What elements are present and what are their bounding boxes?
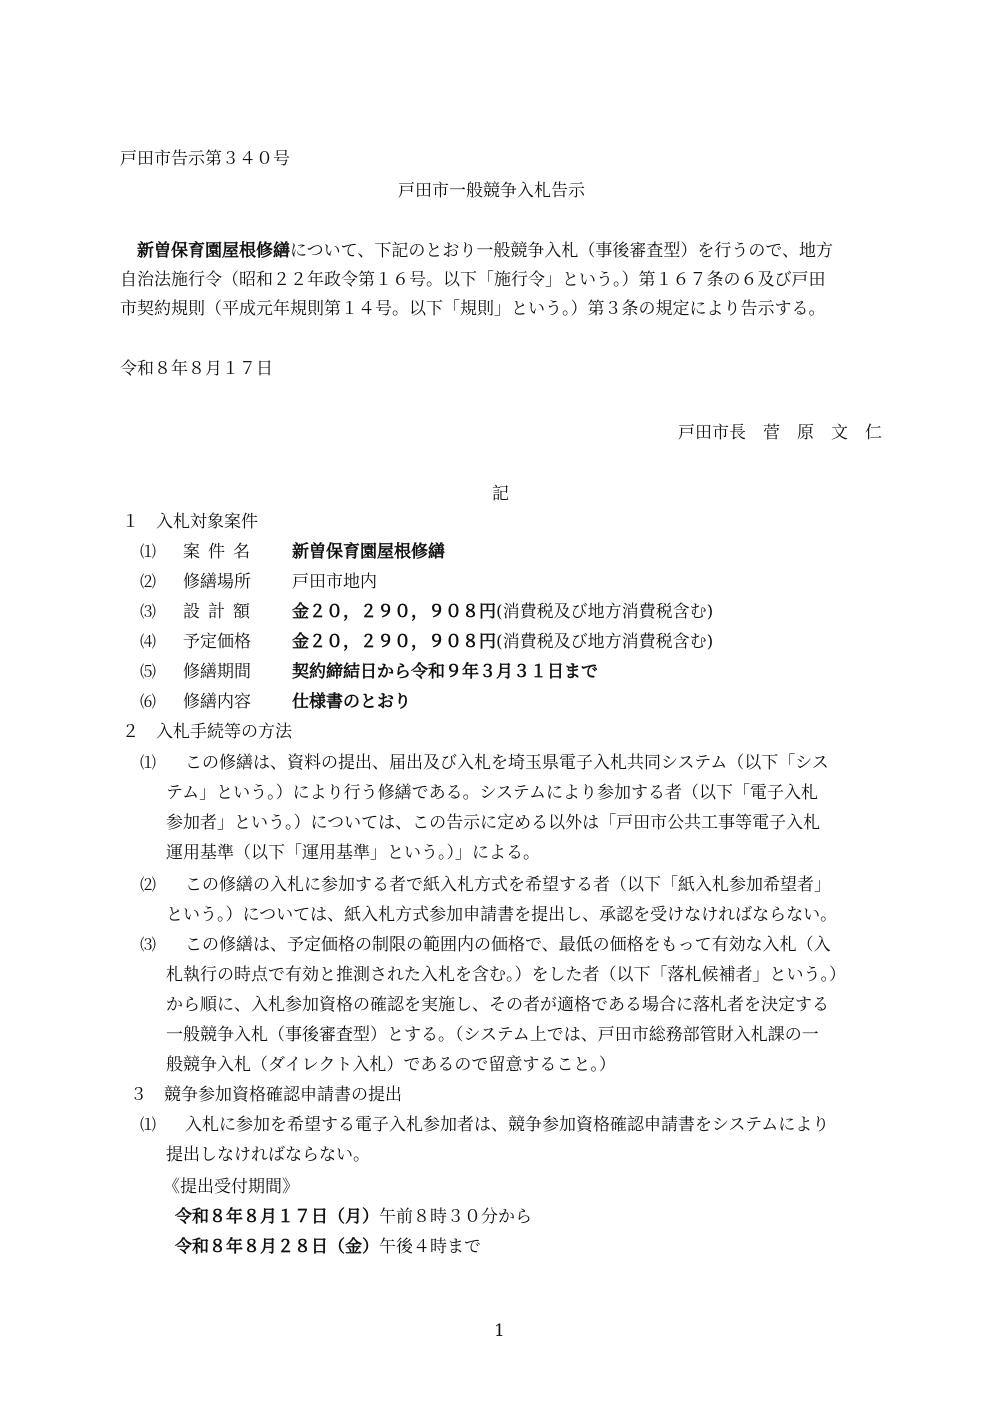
paragraph-number: ⑶ bbox=[140, 935, 157, 954]
item-value-bold: 契約締結日から令和９年３月３１日まで bbox=[292, 662, 598, 682]
item-number: ⑸ bbox=[140, 662, 157, 681]
paragraph-number: ⑵ bbox=[140, 875, 157, 894]
page-number: 1 bbox=[494, 1321, 505, 1341]
item-number: ⑴ bbox=[140, 542, 157, 561]
item-label: 修繕期間 bbox=[183, 662, 251, 682]
period-start-date: 令和８年８月１７日（月） bbox=[175, 1207, 379, 1227]
item-number: ⑹ bbox=[140, 692, 157, 711]
section-2-p1-line: テム」という。）により行う修繕である。システムにより参加する者（以下「電子入札 bbox=[166, 783, 818, 803]
section-2-heading: ２ 入札手続等の方法 bbox=[122, 722, 292, 742]
ki-heading: 記 bbox=[492, 484, 509, 504]
notice-date: 令和８年８月１７日 bbox=[120, 359, 273, 379]
intro-project-name: 新曽保育園屋根修繕 bbox=[137, 241, 290, 261]
period-end-time: 午後４時まで bbox=[379, 1237, 481, 1257]
submission-period-label: 《提出受付期間》 bbox=[163, 1177, 299, 1197]
item-value-bold: 金２０，２９０，９０８円 bbox=[292, 632, 496, 652]
item-value bbox=[292, 691, 411, 713]
item-value bbox=[292, 601, 713, 623]
paragraph-number: ⑴ bbox=[140, 1115, 157, 1134]
section-2-p1-line: この修繕は、資料の提出、届出及び入札を埼玉県電子入札共同システム（以下「シス bbox=[185, 753, 829, 773]
item-label: 案件名 bbox=[183, 542, 258, 562]
section-3-p1-line: 入札に参加を希望する電子入札参加者は、競争参加資格確認申請書をシステムにより bbox=[185, 1115, 830, 1135]
period-start-time: 午前８時３０分から bbox=[379, 1207, 532, 1227]
period-end-date: 令和８年８月２８日（金） bbox=[175, 1237, 379, 1257]
item-value-bold: 仕様書のとおり bbox=[292, 692, 411, 712]
item-label: 予定価格 bbox=[183, 632, 251, 652]
section-2-p3-line: 札執行の時点で有効と推測された入札を含む。）をした者（以下「落札候補者」という。） bbox=[166, 965, 846, 985]
item-value bbox=[292, 541, 445, 563]
item-value-bold: 新曽保育園屋根修繕 bbox=[292, 542, 445, 562]
section-2-p2-line: この修繕の入札に参加する者で紙入札方式を希望する者（以下「紙入札参加希望者」 bbox=[185, 875, 831, 895]
section-2-p3-line: から順に、入札参加資格の確認を実施し、その者が適格である場合に落札者を決定する bbox=[166, 995, 829, 1015]
item-label: 修繕場所 bbox=[183, 572, 251, 592]
item-value bbox=[292, 661, 598, 683]
notice-number: 戸田市告示第３４０号 bbox=[120, 149, 290, 169]
section-2-p3-line: この修繕は、予定価格の制限の範囲内の価格で、最低の価格をもって有効な入札（入 bbox=[185, 935, 831, 955]
intro-line-1-text: について、下記のとおり一般競争入札（事後審査型）を行うので、地方 bbox=[290, 241, 833, 261]
item-value-text: (消費税及び地方消費税含む) bbox=[496, 602, 714, 622]
intro-line-2: 自治法施行令（昭和２２年政令第１６号。以下「施行令」という。）第１６７条の６及び戸田 bbox=[120, 270, 826, 290]
section-2-p1-line: 参加者」という。）については、この告示に定める以外は「戸田市公共工事等電子入札 bbox=[166, 813, 821, 833]
intro-line-1 bbox=[137, 240, 833, 262]
section-2-p2-line: という。）については、紙入札方式参加申請書を提出し、承認を受けなければならない。 bbox=[166, 905, 838, 925]
section-1-heading: １ 入札対象案件 bbox=[122, 512, 258, 532]
submission-period-end bbox=[175, 1236, 481, 1258]
item-value-text: 戸田市地内 bbox=[292, 572, 377, 592]
item-number: ⑶ bbox=[140, 602, 157, 621]
item-value bbox=[292, 631, 713, 653]
item-number: ⑵ bbox=[140, 572, 157, 591]
section-3-heading: ３ 競争参加資格確認申請書の提出 bbox=[130, 1085, 402, 1105]
section-3-p1-line: 提出しなければならない。 bbox=[166, 1145, 370, 1165]
section-2-p3-line: 一般競争入札（事後審査型）とする。（システム上では、戸田市総務部管財入札課の一 bbox=[166, 1025, 819, 1045]
section-2-p1-line: 運用基準（以下「運用基準」という。）」による。 bbox=[166, 843, 540, 863]
submission-period-start bbox=[175, 1206, 532, 1228]
item-label: 修繕内容 bbox=[183, 692, 251, 712]
item-number: ⑷ bbox=[140, 632, 157, 651]
paragraph-number: ⑴ bbox=[140, 753, 157, 772]
item-value bbox=[292, 571, 377, 593]
intro-line-3: 市契約規則（平成元年規則第１４号。以下「規則」という。）第３条の規定により告示する。 bbox=[120, 299, 826, 319]
item-label: 設計額 bbox=[183, 602, 258, 622]
signatory: 戸田市長 菅 原 文 仁 bbox=[678, 423, 882, 443]
document-title: 戸田市一般競争入札告示 bbox=[398, 181, 585, 201]
item-value-bold: 金２０，２９０，９０８円 bbox=[292, 602, 496, 622]
item-value-text: (消費税及び地方消費税含む) bbox=[496, 632, 714, 652]
section-2-p3-line: 般競争入札（ダイレクト入札）であるので留意すること。） bbox=[166, 1055, 616, 1075]
